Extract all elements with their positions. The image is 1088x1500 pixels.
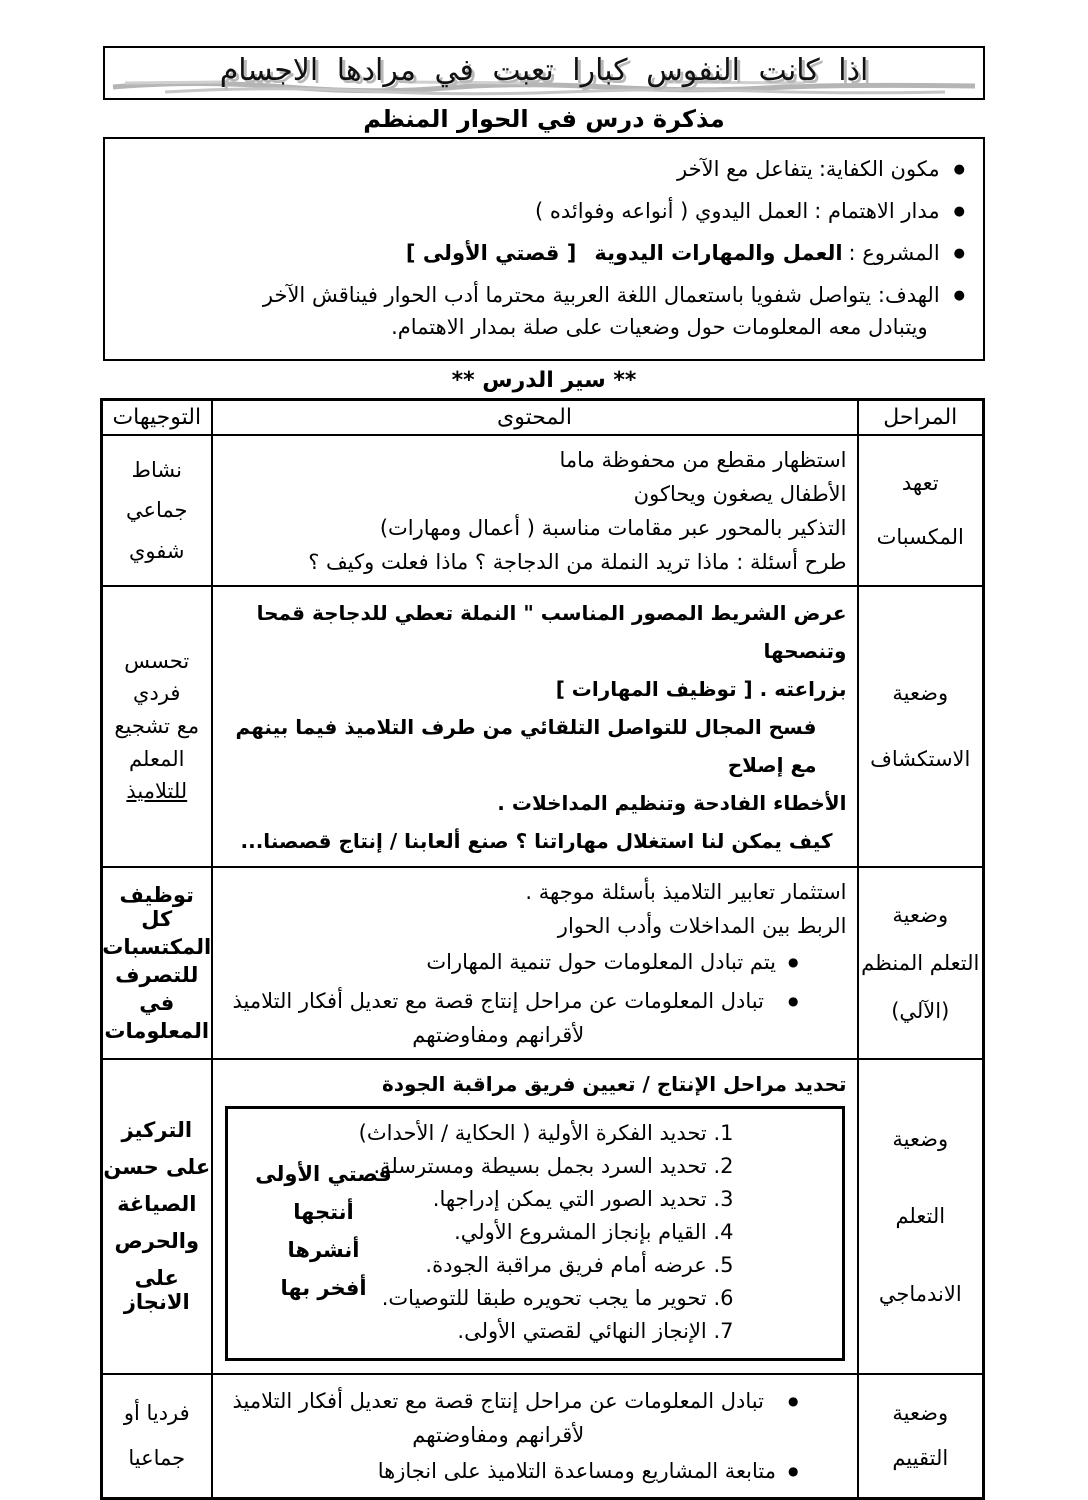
guidance-cell bbox=[102, 1374, 212, 1499]
guidance-line: للتلاميذ bbox=[126, 779, 188, 804]
focus-item bbox=[119, 195, 965, 231]
guidance-line: فردي bbox=[133, 681, 181, 706]
content-line: الأخطاء الفادحة وتنظيم المداخلات . bbox=[497, 790, 847, 815]
bullet-text: تبادل المعلومات عن مراحل إنتاج قصة مع تعديل أفكار التلاميذ لأقرانهم ومفاوضتهم bbox=[232, 988, 764, 1047]
guidance-line: شفوي bbox=[129, 538, 185, 563]
bullet-icon: ● bbox=[953, 162, 965, 177]
guidance-line: على حسن bbox=[103, 1155, 211, 1179]
step-line: 6. تحوير ما يجب تحويره طبقا للتوصيات. bbox=[381, 1285, 734, 1310]
competency-label: مكون الكفاية: bbox=[818, 157, 940, 181]
guidance-line: تحسس bbox=[124, 648, 190, 673]
table-row bbox=[102, 586, 984, 867]
focus-text: العمل اليدوي ( أنواعه وفوائده ) bbox=[534, 199, 809, 223]
content-line: عرض الشريط المصور المناسب " النملة تعطي للدجاجة قمحا وتنصحها bbox=[256, 600, 847, 663]
guidance-cell bbox=[102, 435, 212, 586]
stage-line: وضعية bbox=[892, 902, 949, 927]
table-row bbox=[102, 435, 984, 586]
step-line: 2. تحديد السرد بجمل بسيطة ومسترسلة. bbox=[373, 1153, 734, 1178]
content-line: الربط بين المداخلات وأدب الحوار bbox=[557, 913, 847, 938]
stage-line: التقييم bbox=[892, 1446, 949, 1471]
goal-item bbox=[119, 279, 965, 343]
table-row bbox=[102, 1059, 984, 1374]
focus-label: مدار الاهتمام : bbox=[814, 199, 940, 223]
header-guidance: التوجيهات bbox=[102, 400, 212, 435]
document-page bbox=[103, 0, 985, 1500]
project-tag: [ قصتي الأولى ] bbox=[405, 241, 577, 265]
table-row bbox=[102, 867, 984, 1059]
stage-line: (الآلي) bbox=[891, 998, 950, 1023]
content-line: استظهار مقطع من محفوظة ماما bbox=[559, 447, 847, 472]
content-line: التذكير بالمحور عبر مقامات مناسبة ( أعمال ومهارات) bbox=[379, 515, 847, 540]
competency-item bbox=[119, 153, 965, 189]
guidance-line: الصياغة bbox=[117, 1192, 197, 1216]
step-line: 4. القيام بإنجاز المشروع الأولي. bbox=[454, 1219, 734, 1244]
verse-banner bbox=[103, 46, 985, 100]
content-bullet bbox=[221, 945, 847, 982]
motto-line: أنتجها bbox=[293, 1199, 354, 1224]
guidance-line: جماعيا bbox=[128, 1446, 186, 1471]
guidance-line: جماعي bbox=[125, 498, 188, 522]
stage-line: وضعية bbox=[892, 681, 949, 706]
stage-line: الاندماجي bbox=[878, 1281, 962, 1306]
table-row bbox=[102, 1374, 984, 1499]
step-line: 5. عرضه أمام فريق مراقبة الجودة. bbox=[425, 1252, 734, 1277]
bullet-icon: ● bbox=[788, 1463, 799, 1478]
content-line: طرح أسئلة : ماذا تريد النملة من الدجاجة ؟ ماذا فعلت وكيف ؟ bbox=[308, 549, 847, 574]
stage-cell bbox=[858, 867, 984, 1059]
guidance-line: المعلومات bbox=[104, 1018, 210, 1043]
stage-line: الاستكشاف bbox=[870, 746, 971, 771]
content-cell bbox=[212, 586, 858, 867]
lesson-flow-table bbox=[100, 398, 985, 1500]
content-line: الأطفال يصغون ويحاكون bbox=[633, 481, 847, 506]
motto-line: أفخر بها bbox=[280, 1275, 367, 1300]
motto-line: أنشرها bbox=[287, 1237, 360, 1262]
guidance-line: توظيف كل bbox=[119, 882, 194, 931]
stage-cell bbox=[858, 435, 984, 586]
bullet-icon: ● bbox=[953, 288, 965, 303]
table-header-row bbox=[102, 400, 984, 435]
step-line: 7. الإنجاز النهائي لقصتي الأولى. bbox=[457, 1318, 734, 1343]
guidance-cell bbox=[102, 586, 212, 867]
step-line: 1. تحديد الفكرة الأولية ( الحكاية / الأحداث) bbox=[358, 1120, 734, 1145]
guidance-line: والحرص bbox=[114, 1229, 200, 1253]
guidance-cell bbox=[102, 867, 212, 1059]
motto-line: قصتي الأولى bbox=[255, 1161, 392, 1186]
stage-line: المكسبات bbox=[876, 525, 964, 549]
project-item bbox=[119, 237, 965, 273]
stage-line: تعهد bbox=[901, 471, 939, 495]
stage-cell bbox=[858, 586, 984, 867]
content-cell bbox=[212, 1059, 858, 1374]
content-line: استثمار تعابير التلاميذ بأسئلة موجهة . bbox=[525, 879, 847, 904]
page-title: مذكرة درس في الحوار المنظم bbox=[363, 105, 725, 133]
section-title: ** سير الدرس ** bbox=[451, 368, 637, 393]
stage-line: وضعية bbox=[892, 1126, 949, 1151]
stage-cell bbox=[858, 1059, 984, 1374]
header-stages: المراحل bbox=[858, 400, 984, 435]
content-cell bbox=[212, 1374, 858, 1499]
guidance-cell bbox=[102, 1059, 212, 1374]
production-steps-box bbox=[225, 1106, 845, 1361]
production-header: تحديد مراحل الإنتاج / تعيين فريق مراقبة الجودة bbox=[381, 1071, 847, 1096]
content-line: بزراعته . [ توظيف المهارات ] bbox=[555, 676, 847, 701]
content-bullet bbox=[221, 1454, 847, 1491]
bullet-text: تبادل المعلومات عن مراحل إنتاج قصة مع تعديل أفكار التلاميذ لأقرانهم ومفاوضتهم bbox=[232, 1388, 764, 1447]
project-motto bbox=[244, 1155, 404, 1307]
goal-line1: الهدف: يتواصل شفويا باستعمال اللغة العربية محترما أدب الحوار فيناقش الآخر bbox=[262, 283, 940, 307]
guidance-line: مع تشجيع bbox=[114, 713, 200, 738]
content-line: كيف يمكن لنا استغلال مهاراتنا ؟ صنع ألعابنا / إنتاج قصصنا... bbox=[240, 828, 833, 853]
content-line: فسح المجال للتواصل التلقائي من طرف التلاميذ فيما بينهم مع إصلاح bbox=[235, 714, 817, 777]
project-label: المشروع : bbox=[848, 241, 940, 265]
project-value: العمل والمهارات اليدوية bbox=[594, 241, 843, 265]
guidance-line: على الانجاز bbox=[123, 1266, 190, 1314]
stage-cell bbox=[858, 1374, 984, 1499]
guidance-line: للتصرف bbox=[115, 962, 199, 987]
stage-line: وضعية bbox=[892, 1401, 949, 1426]
bullet-icon: ● bbox=[788, 954, 799, 969]
guidance-line: فرديا أو bbox=[123, 1401, 190, 1426]
bullet-icon: ● bbox=[953, 246, 965, 261]
step-line: 3. تحديد الصور التي يمكن إدراجها. bbox=[432, 1186, 734, 1211]
stage-line: التعلم bbox=[895, 1204, 946, 1228]
verse-text: اذا كانت النفوس كبارا تعبت في مرادها الاجسام bbox=[219, 52, 869, 88]
guidance-line: نشاط bbox=[131, 457, 182, 482]
header-content: المحتوى bbox=[212, 400, 858, 435]
content-bullet bbox=[221, 1384, 847, 1452]
bullet-text: يتم تبادل المعلومات حول تنمية المهارات bbox=[426, 949, 777, 974]
stage-line: التعلم المنظم bbox=[861, 950, 980, 975]
bullet-icon: ● bbox=[788, 993, 799, 1008]
bullet-icon: ● bbox=[788, 1393, 799, 1408]
guidance-line: في bbox=[139, 990, 175, 1015]
bullet-icon: ● bbox=[953, 204, 965, 219]
bullet-text: متابعة المشاريع ومساعدة التلاميذ على انجازها bbox=[377, 1458, 777, 1483]
guidance-line: المكتسبات bbox=[102, 934, 212, 959]
goal-line2: ويتبادل معه المعلومات حول وضعيات على صلة بمدار الاهتمام. bbox=[391, 315, 928, 339]
competency-text: يتفاعل مع الآخر bbox=[677, 157, 813, 181]
guidance-line: المعلم bbox=[129, 746, 185, 771]
guidance-line: التركيز bbox=[121, 1118, 193, 1142]
lesson-info-box bbox=[103, 137, 985, 361]
content-cell bbox=[212, 867, 858, 1059]
content-cell bbox=[212, 435, 858, 586]
content-bullet bbox=[221, 984, 847, 1052]
